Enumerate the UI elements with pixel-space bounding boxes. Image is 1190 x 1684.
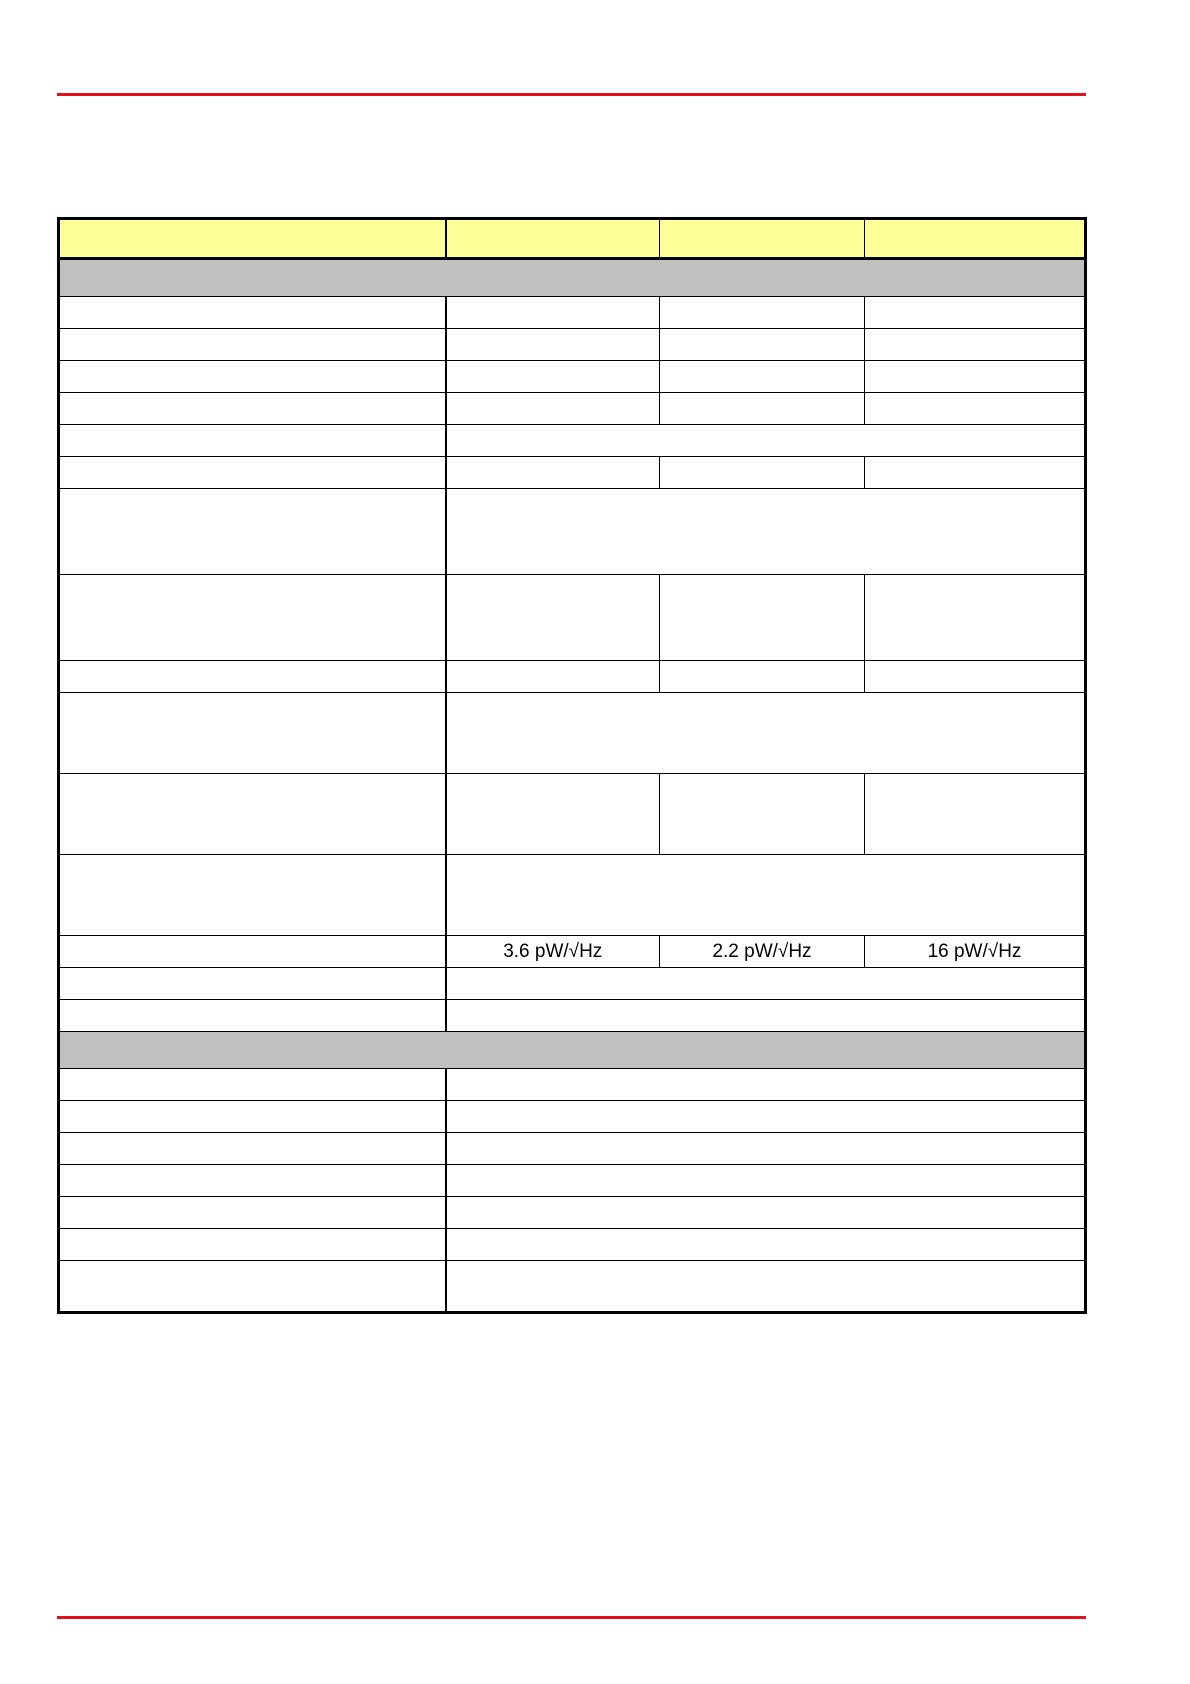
row-label-cell xyxy=(59,393,446,425)
section-row xyxy=(59,259,1086,297)
header-cell xyxy=(446,219,660,259)
section-cell xyxy=(59,1032,1086,1069)
row-label-cell xyxy=(59,1069,446,1101)
merged-value-cell xyxy=(446,1133,1086,1165)
table-row xyxy=(59,393,1086,425)
value-cell xyxy=(660,393,865,425)
value-cell xyxy=(865,774,1086,855)
value-cell xyxy=(446,457,660,489)
table-row xyxy=(59,968,1086,1000)
value-cell xyxy=(660,361,865,393)
value-cell xyxy=(865,575,1086,661)
value-cell xyxy=(660,774,865,855)
table-row xyxy=(59,1000,1086,1032)
table-row xyxy=(59,425,1086,457)
specification-table xyxy=(57,217,1087,1314)
value-cell xyxy=(660,329,865,361)
merged-value-cell xyxy=(446,1069,1086,1101)
header-cell xyxy=(59,219,446,259)
table-row xyxy=(59,774,1086,855)
table-row xyxy=(59,693,1086,774)
header-cell xyxy=(865,219,1086,259)
table-row xyxy=(59,1133,1086,1165)
row-label-cell xyxy=(59,361,446,393)
value-cell xyxy=(446,361,660,393)
value-cell xyxy=(865,297,1086,329)
value-cell xyxy=(865,329,1086,361)
table-row xyxy=(59,1229,1086,1261)
row-label-cell xyxy=(59,457,446,489)
merged-value-cell xyxy=(446,1229,1086,1261)
table-row xyxy=(59,1101,1086,1133)
row-label-cell xyxy=(59,1000,446,1032)
row-label-cell xyxy=(59,1165,446,1197)
header-cell xyxy=(660,219,865,259)
section-cell xyxy=(59,259,1086,297)
value-cell xyxy=(865,361,1086,393)
merged-value-cell xyxy=(446,968,1086,1000)
table-row xyxy=(59,297,1086,329)
merged-value-cell xyxy=(446,1165,1086,1197)
table-row xyxy=(59,361,1086,393)
table-row xyxy=(59,1261,1086,1313)
value-cell xyxy=(660,457,865,489)
nep-value-2: 2.2 pW/√Hz xyxy=(660,936,865,968)
value-cell xyxy=(660,297,865,329)
row-label-cell xyxy=(59,425,446,457)
value-cell xyxy=(446,661,660,693)
merged-value-cell xyxy=(446,425,1086,457)
table-row xyxy=(59,489,1086,575)
merged-value-cell xyxy=(446,1101,1086,1133)
row-label-cell xyxy=(59,855,446,936)
row-label-cell xyxy=(59,968,446,1000)
row-label-cell xyxy=(59,661,446,693)
row-label-cell xyxy=(59,1229,446,1261)
merged-value-cell xyxy=(446,489,1086,575)
value-cell xyxy=(865,457,1086,489)
table-row xyxy=(59,457,1086,489)
row-label-cell xyxy=(59,1197,446,1229)
table-header-row xyxy=(59,219,1086,259)
value-cell xyxy=(660,661,865,693)
value-cell xyxy=(865,661,1086,693)
table-row xyxy=(59,1069,1086,1101)
header-rule xyxy=(57,93,1086,96)
value-cell xyxy=(446,774,660,855)
row-label-cell xyxy=(59,329,446,361)
row-label-cell xyxy=(59,693,446,774)
value-cell xyxy=(446,297,660,329)
merged-value-cell xyxy=(446,1197,1086,1229)
row-label-cell xyxy=(59,1133,446,1165)
merged-value-cell xyxy=(446,855,1086,936)
table-row xyxy=(59,329,1086,361)
value-cell xyxy=(660,575,865,661)
merged-value-cell xyxy=(446,1000,1086,1032)
row-label-cell xyxy=(59,489,446,575)
merged-value-cell xyxy=(446,693,1086,774)
table-row xyxy=(59,1197,1086,1229)
row-label-cell xyxy=(59,936,446,968)
row-label-cell xyxy=(59,297,446,329)
row-label-cell xyxy=(59,774,446,855)
merged-value-cell xyxy=(446,1261,1086,1313)
footer-rule xyxy=(57,1616,1086,1619)
nep-value-3: 16 pW/√Hz xyxy=(865,936,1086,968)
nep-row xyxy=(59,936,1086,968)
row-label-cell xyxy=(59,1261,446,1313)
table-row xyxy=(59,661,1086,693)
table-row xyxy=(59,575,1086,661)
value-cell xyxy=(865,393,1086,425)
value-cell xyxy=(446,393,660,425)
table-row xyxy=(59,855,1086,936)
value-cell xyxy=(446,329,660,361)
row-label-cell xyxy=(59,1101,446,1133)
section-row xyxy=(59,1032,1086,1069)
table-row xyxy=(59,1165,1086,1197)
value-cell xyxy=(446,575,660,661)
row-label-cell xyxy=(59,575,446,661)
nep-value-1: 3.6 pW/√Hz xyxy=(446,936,660,968)
